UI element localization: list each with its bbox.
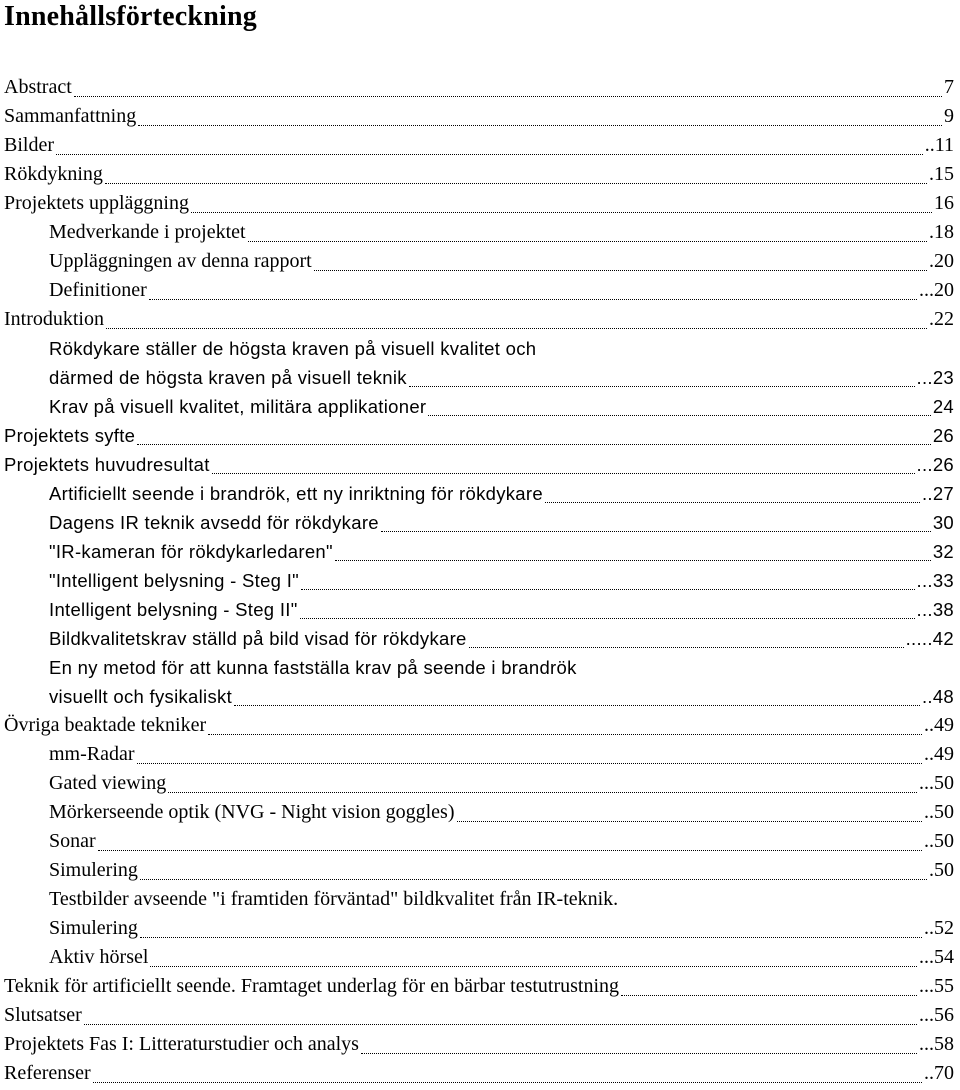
toc-entry-title: Referenser [4, 1062, 91, 1084]
toc-entry[interactable] [0, 218, 960, 247]
toc-entry-title: Projektets huvudresultat [4, 454, 210, 475]
toc-entry[interactable] [0, 392, 960, 421]
toc-entry[interactable] [0, 595, 960, 624]
toc-page-number: ..48 [921, 686, 954, 707]
toc-page-number: ..70 [924, 1062, 954, 1084]
toc-dot-leader [335, 542, 931, 562]
toc-entry-title: Krav på visuell kvalitet, militära applikationer [49, 396, 427, 417]
toc-page-number: .50 [929, 859, 954, 881]
toc-page-number: ..50 [924, 801, 954, 823]
toc-page-number: ...20 [919, 279, 954, 301]
toc-page-number: ...23 [916, 367, 954, 388]
toc-entry[interactable] [0, 856, 960, 885]
toc-entry-title: Bilder [4, 134, 54, 156]
toc-dot-leader [621, 977, 917, 997]
toc-page-number: 26 [932, 425, 954, 446]
toc-dot-leader [314, 252, 927, 272]
toc-entry[interactable] [0, 450, 960, 479]
toc-dot-leader [168, 774, 917, 794]
toc-entry[interactable] [0, 102, 960, 131]
toc-entry[interactable] [0, 798, 960, 827]
toc-page-number: 9 [944, 105, 954, 127]
table-of-contents [0, 73, 960, 1088]
toc-entry-title: "Intelligent belysning - Steg I" [49, 570, 300, 591]
toc-entry-title: Bildkvalitetskrav ställd på bild visad för rökdykare [49, 628, 467, 649]
toc-entry-title: Dagens IR teknik avsedd för rökdykare [49, 512, 379, 533]
toc-page-number: ...58 [919, 1033, 954, 1055]
toc-page-number: 16 [934, 192, 954, 214]
toc-entry[interactable] [0, 943, 960, 972]
toc-dot-leader [469, 629, 904, 649]
toc-page-number: ..11 [924, 134, 954, 156]
toc-page-number: ..49 [924, 743, 954, 765]
toc-entry-title: En ny metod för att kunna fastställa krav på seende i brandrök [49, 657, 577, 678]
toc-entry[interactable] [0, 131, 960, 160]
toc-entry-title: Artificiellt seende i brandrök, ett ny inriktning för rökdykare [49, 483, 543, 504]
toc-entry[interactable] [0, 972, 960, 1001]
toc-entry-continuation [0, 885, 960, 914]
toc-dot-leader [137, 745, 922, 765]
toc-entry[interactable] [0, 421, 960, 450]
toc-page-number: ..49 [924, 714, 954, 736]
toc-page-number: ...56 [919, 1004, 954, 1026]
toc-dot-leader [105, 165, 927, 185]
toc-dot-leader [361, 1035, 917, 1055]
toc-page-number: .22 [929, 308, 954, 330]
toc-entry[interactable] [0, 537, 960, 566]
toc-entry-continuation [0, 653, 960, 682]
toc-page-number: .18 [929, 221, 954, 243]
toc-page-number: .....42 [905, 628, 954, 649]
toc-entry-title: Mörkerseende optik (NVG - Night vision goggles) [49, 801, 455, 823]
toc-entry-title: Introduktion [4, 308, 104, 330]
toc-dot-leader [140, 861, 927, 881]
toc-dot-leader [457, 803, 923, 823]
toc-entry[interactable] [0, 566, 960, 595]
toc-entry-title: Teknik för artificiellt seende. Framtaget underlag för en bärbar testutrustning [4, 975, 620, 997]
toc-dot-leader [74, 78, 942, 98]
toc-dot-leader [300, 600, 915, 620]
toc-entry-title: Simulering [49, 859, 138, 881]
toc-dot-leader [138, 107, 942, 127]
toc-dot-leader [381, 513, 931, 533]
toc-page-number: ...54 [919, 946, 954, 968]
toc-dot-leader [191, 194, 932, 214]
toc-entry-title: Aktiv hörsel [49, 946, 149, 968]
toc-entry-title: Abstract [4, 76, 72, 98]
toc-entry-title: Gated viewing [49, 772, 167, 794]
toc-page-number: 30 [932, 512, 954, 533]
toc-entry-title: Rökdykning [4, 163, 103, 185]
toc-entry[interactable] [0, 363, 960, 392]
toc-dot-leader [98, 832, 922, 852]
toc-entry[interactable] [0, 1001, 960, 1030]
toc-entry[interactable] [0, 914, 960, 943]
toc-page-number: ...55 [919, 975, 954, 997]
toc-page-number: ..52 [924, 917, 954, 939]
toc-entry[interactable] [0, 276, 960, 305]
toc-entry-title: Medverkande i projektet [49, 221, 246, 243]
toc-entry[interactable] [0, 769, 960, 798]
toc-entry[interactable] [0, 711, 960, 740]
toc-page-number: ...50 [919, 772, 954, 794]
toc-entry[interactable] [0, 624, 960, 653]
toc-entry-title: Projektets uppläggning [4, 192, 189, 214]
toc-dot-leader [137, 426, 931, 446]
toc-entry-title: Simulering [49, 917, 138, 939]
toc-entry[interactable] [0, 1059, 960, 1088]
toc-entry[interactable] [0, 247, 960, 276]
toc-dot-leader [301, 571, 914, 591]
toc-dot-leader [150, 948, 917, 968]
toc-entry-title: Sonar [49, 830, 96, 852]
toc-dot-leader [106, 310, 927, 330]
toc-page-number: ...26 [916, 454, 954, 475]
toc-entry-title: Testbilder avseende "i framtiden förväntad" bildkvalitet från IR-teknik. [49, 888, 619, 910]
toc-entry[interactable] [0, 740, 960, 769]
toc-dot-leader [56, 136, 923, 156]
toc-page-number: ..50 [924, 830, 954, 852]
toc-entry[interactable] [0, 479, 960, 508]
toc-dot-leader [212, 455, 915, 475]
toc-page-number: .15 [929, 163, 954, 185]
toc-page-number: .20 [929, 250, 954, 272]
toc-entry[interactable] [0, 73, 960, 102]
toc-entry[interactable] [0, 189, 960, 218]
toc-dot-leader [409, 368, 915, 388]
toc-dot-leader [140, 919, 922, 939]
toc-page-number: ...38 [916, 599, 954, 620]
toc-entry[interactable] [0, 160, 960, 189]
toc-entry-title: "IR-kameran för rökdykarledaren" [49, 541, 333, 562]
toc-dot-leader [545, 484, 920, 504]
toc-dot-leader [208, 716, 922, 736]
toc-entry-title: Uppläggningen av denna rapport [49, 250, 312, 272]
toc-dot-leader [248, 223, 927, 243]
toc-page-number: 24 [932, 396, 954, 417]
toc-entry-title: Definitioner [49, 279, 147, 301]
toc-entry-title: Sammanfattning [4, 105, 137, 127]
toc-entry-title: visuellt och fysikaliskt [49, 686, 233, 707]
toc-entry[interactable] [0, 508, 960, 537]
toc-dot-leader [234, 687, 920, 707]
toc-page-number: ..27 [921, 483, 954, 504]
toc-entry[interactable] [0, 827, 960, 856]
toc-page-number: ...33 [916, 570, 954, 591]
toc-entry[interactable] [0, 305, 960, 334]
toc-entry-title: Projektets syfte [4, 425, 136, 446]
toc-entry-title: Övriga beaktade tekniker [4, 714, 207, 736]
toc-entry-title: Slutsatser [4, 1004, 82, 1026]
toc-dot-leader [149, 281, 917, 301]
toc-dot-leader [93, 1064, 922, 1084]
toc-entry-title: mm-Radar [49, 743, 135, 765]
toc-entry-continuation [0, 334, 960, 363]
toc-entry-title: Projektets Fas I: Litteraturstudier och analys [4, 1033, 359, 1055]
toc-dot-leader [84, 1006, 917, 1026]
toc-entry[interactable] [0, 682, 960, 711]
toc-page-number: 32 [932, 541, 954, 562]
toc-dot-leader [428, 397, 930, 417]
toc-entry-title: Rökdykare ställer de högsta kraven på visuell kvalitet och [49, 338, 537, 359]
toc-entry-title: Intelligent belysning - Steg II" [49, 599, 298, 620]
page-title: Innehållsförteckning [4, 1, 257, 32]
toc-entry[interactable] [0, 1030, 960, 1059]
toc-page-number: 7 [944, 76, 954, 98]
toc-entry-title: därmed de högsta kraven på visuell teknik [49, 367, 407, 388]
